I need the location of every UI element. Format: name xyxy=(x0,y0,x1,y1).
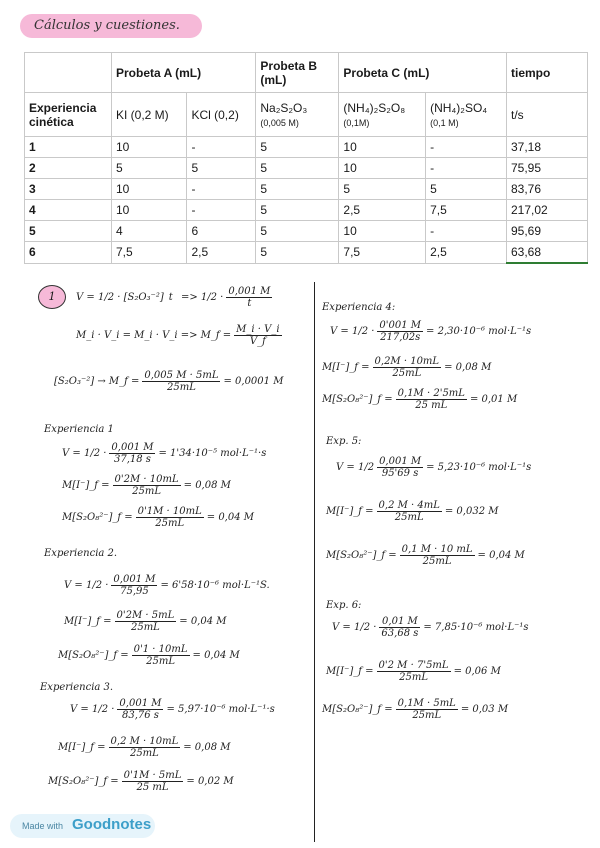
subheader-ts: t/s xyxy=(507,93,588,137)
goodnotes-badge xyxy=(10,814,155,838)
nh4s2o8-volume: 7,5 xyxy=(339,242,426,264)
exp5-persulfate: M[S₂O₈²⁻]_f = $\frac{0,1 M \cdot 10 mL}{25mL}$ = 0,04 M xyxy=(326,544,525,567)
column-divider xyxy=(314,282,315,842)
exp2-persulfate: M[S₂O₈²⁻]_f = $\frac{0'1 \cdot 10mL}{25mL}$ = 0,04 M xyxy=(58,644,240,667)
exp1-rate: V = 1/2 · $\frac{0,001 M}{37,18 s}$ = 1'34·10⁻⁵ mol·L⁻¹·s xyxy=(62,442,267,465)
row-number: 2 xyxy=(25,158,112,179)
exp6-rate: V = 1/2 · $\frac{0,01 M}{63,68 s}$ = 7,85·10⁻⁶ mol·L⁻¹s xyxy=(332,616,529,639)
kcl-volume: - xyxy=(187,137,256,158)
nh4so4-conc: (0,1 M) xyxy=(430,117,459,128)
nh4s2o8-volume: 2,5 xyxy=(339,200,426,221)
badge-goodnotes: Goodnotes xyxy=(72,816,152,833)
time-value: 95,69 xyxy=(507,221,588,242)
na2s2o3-volume: 5 xyxy=(256,221,339,242)
kcl-volume: - xyxy=(187,200,256,221)
nh4so4-volume: 5 xyxy=(426,179,507,200)
table-subheader-row xyxy=(25,93,588,137)
kcl-volume: - xyxy=(187,179,256,200)
row-number: 5 xyxy=(25,221,112,242)
exp3-persulfate: M[S₂O₈²⁻]_f = $\frac{0'1M \cdot 5mL}{25 mL}$ = 0,02 M xyxy=(48,770,234,793)
nh4s2o8-volume: 10 xyxy=(339,158,426,179)
na2s2o3-volume: 5 xyxy=(256,158,339,179)
subheader-ki: KI (0,2 M) xyxy=(112,93,187,137)
exp1-iodide: M[I⁻]_f = $\frac{0'2M \cdot 10mL}{25mL}$ = 0,08 M xyxy=(62,474,231,497)
nh4s2o8-volume: 5 xyxy=(339,179,426,200)
nh4s2o8-conc: (0,1M) xyxy=(343,117,370,128)
exp2-rate: V = 1/2 · $\frac{0,001 M}{75,95}$ = 6'58·10⁻⁶ mol·L⁻¹S. xyxy=(64,574,270,597)
ki-volume: 10 xyxy=(112,200,187,221)
nh4so4-volume: - xyxy=(426,137,507,158)
exp3-iodide: M[I⁻]_f = $\frac{0,2 M \cdot 10mL}{25mL}$ = 0,08 M xyxy=(58,736,231,759)
exp5-heading: Exp. 5: xyxy=(326,436,362,447)
time-value: 83,76 xyxy=(507,179,588,200)
time-value: 63,68 xyxy=(507,242,588,264)
ki-volume: 10 xyxy=(112,179,187,200)
ki-volume: 5 xyxy=(112,158,187,179)
question-marker: 1 xyxy=(38,285,66,309)
na2s2o3-volume: 5 xyxy=(256,200,339,221)
nh4so4-volume: - xyxy=(426,158,507,179)
na2s2o3-conc: (0,005 M) xyxy=(260,117,299,128)
kcl-volume: 6 xyxy=(187,221,256,242)
subheader-na2s2o3 xyxy=(256,93,339,137)
row-number: 6 xyxy=(25,242,112,264)
exp2-iodide: M[I⁻]_f = $\frac{0'2M \cdot 5mL}{25mL}$ = 0,04 M xyxy=(64,610,227,633)
subheader-kcl: KCl (0,2) xyxy=(187,93,256,137)
subheader-nh4s2o8 xyxy=(339,93,426,137)
kcl-volume: 2,5 xyxy=(187,242,256,264)
row-number: 4 xyxy=(25,200,112,221)
experiment-table xyxy=(24,52,588,264)
kcl-volume: 5 xyxy=(187,158,256,179)
table-row xyxy=(25,242,588,264)
time-value: 75,95 xyxy=(507,158,588,179)
exp6-persulfate: M[S₂O₈²⁻]_f = $\frac{0,1M \cdot 5mL}{25mL}$ = 0,03 M xyxy=(322,698,509,721)
exp4-persulfate: M[S₂O₈²⁻]_f = $\frac{0,1M \cdot 2'5mL}{25 mL}$ = 0,01 M xyxy=(322,388,518,411)
exp5-iodide: M[I⁻]_f = $\frac{0,2 M \cdot 4mL}{25mL}$ = 0,032 M xyxy=(326,500,499,523)
exp1-heading: Experiencia 1 xyxy=(44,424,114,435)
nh4so4-volume: 2,5 xyxy=(426,242,507,264)
ki-volume: 4 xyxy=(112,221,187,242)
table-row xyxy=(25,137,588,158)
row-number: 3 xyxy=(25,179,112,200)
subheader-experiencia: Experiencia cinética xyxy=(25,93,112,137)
exp4-iodide: M[I⁻]_f = $\frac{0,2M \cdot 10mL}{25mL}$ = 0,08 M xyxy=(322,356,492,379)
nh4s2o8-label: (NH₄)₂S₂O₈ xyxy=(343,100,406,115)
thiosulfate-concentration: [S₂O₃⁻²] → M_f = $\frac{0,005 M \cdot 5mL}{25mL}$ = 0,0001 M xyxy=(54,370,284,393)
title-highlight xyxy=(20,14,202,38)
dilution-formula: M_i · V_i = M_i · V_i => M_f = $\frac{M\_i \cdot V\_i}{V\_f}$ xyxy=(76,324,280,347)
table-row xyxy=(25,158,588,179)
exp2-heading: Experiencia 2. xyxy=(44,548,118,559)
header-probeta-c: Probeta C (mL) xyxy=(339,53,507,93)
exp6-iodide: M[I⁻]_f = $\frac{0'2 M \cdot 7'5mL}{25mL}$ = 0,06 M xyxy=(326,660,501,683)
nh4so4-volume: - xyxy=(426,221,507,242)
exp3-rate: V = 1/2 · $\frac{0,001 M}{83,76 s}$ = 5,97·10⁻⁶ mol·L⁻¹·s xyxy=(70,698,275,721)
empty-header-cell xyxy=(25,53,112,93)
table-row xyxy=(25,200,588,221)
subheader-nh4so4 xyxy=(426,93,507,137)
table-header-row xyxy=(25,53,588,93)
row-number: 1 xyxy=(25,137,112,158)
exp1-persulfate: M[S₂O₈²⁻]_f = $\frac{0'1M \cdot 10mL}{25mL}$ = 0,04 M xyxy=(62,506,255,529)
page-title: Cálculos y cuestiones. xyxy=(34,18,180,33)
header-tiempo: tiempo xyxy=(507,53,588,93)
nh4so4-label: (NH₄)₂SO₄ xyxy=(430,100,488,115)
header-probeta-b: Probeta B (mL) xyxy=(256,53,339,93)
badge-made-with: Made with xyxy=(22,821,64,831)
exp5-rate: V = 1/2 $\frac{0,001 M}{95'69 s}$ = 5,23·10⁻⁶ mol·L⁻¹s xyxy=(336,456,532,479)
nh4s2o8-volume: 10 xyxy=(339,137,426,158)
exp6-heading: Exp. 6: xyxy=(326,600,362,611)
exp4-rate: V = 1/2 · $\frac{0'001 M}{217,02s}$ = 2,30·10⁻⁶ mol·L⁻¹s xyxy=(330,320,532,343)
exp3-heading: Experiencia 3. xyxy=(40,682,114,693)
table-row xyxy=(25,179,588,200)
na2s2o3-volume: 5 xyxy=(256,179,339,200)
nh4so4-volume: 7,5 xyxy=(426,200,507,221)
na2s2o3-volume: 5 xyxy=(256,137,339,158)
time-value: 217,02 xyxy=(507,200,588,221)
ki-volume: 7,5 xyxy=(112,242,187,264)
table-row xyxy=(25,221,588,242)
table-body xyxy=(25,137,588,264)
ki-volume: 10 xyxy=(112,137,187,158)
exp4-heading: Experiencia 4: xyxy=(322,302,396,313)
nh4s2o8-volume: 10 xyxy=(339,221,426,242)
time-value: 37,18 xyxy=(507,137,588,158)
na2s2o3-label: Na₂S₂O₃ xyxy=(260,100,308,115)
header-probeta-a: Probeta A (mL) xyxy=(112,53,256,93)
na2s2o3-volume: 5 xyxy=(256,242,339,264)
rate-formula: V = 1/2 · [S₂O₃⁻²] t => 1/2 · $\frac{0,001 M}{t}$ xyxy=(76,286,271,309)
